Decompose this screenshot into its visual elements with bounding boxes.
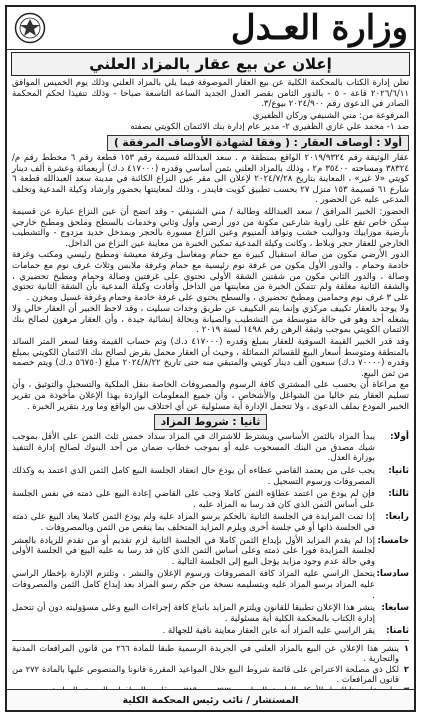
condition-item (12, 626, 409, 637)
condition-label: ثامنا: (386, 626, 409, 637)
condition-item (12, 432, 409, 464)
condition-label: خامسا: (377, 535, 409, 546)
condition-text: فإن لم يودع من اعتمد عطاؤه الثمن كاملا وجب على القاضي إعادة البيع على ذمته في نفس الجلسة على أساس الثمن الذي كان قد رسا به المزاد عليه . (12, 489, 375, 510)
signature-footer: المستشار / نائب رئيس المحكمة الكلية (7, 689, 414, 710)
defendant-line: ضد ١- محمد علي غازي الظفيري ٢- مدير عام إدارة بنك الائتمان الكويتي بصفته (130, 122, 409, 133)
condition-text: إذا تمت المزايدة في الجلسة الثانية بالحكم برسو المزاد عليه ولم يودع الثمن كاملا يعاد البيع على ذمته في الجلسة ذاتها أو في جلسة أخرى ويلزم المزايد المتخلف بما ينقص من الثمن وبالمصروفات . (12, 512, 375, 533)
section-heading-text: أولا : أوصاف العقار : ( وفقا لشهادة الأوصاف المرفقة ) (107, 135, 409, 151)
notice-banner: إعلان عن بيع عقار بالمزاد العلني (11, 52, 410, 76)
auction-notice (5, 5, 416, 712)
condition-label: ثانيا: (388, 466, 409, 476)
kuwait-emblem-icon (13, 11, 47, 45)
notice-body (7, 78, 414, 695)
note-item (12, 664, 409, 685)
note-text: ينشر هذا الإعلان عن البيع بالمزاد العلني في الجريدة الرسمية طبقا للمادة ٢٦٦ من قانون المرافعات المدنية والتجارية . (12, 642, 399, 664)
section-heading-text: ثانيا : شروط المزاد (154, 414, 268, 430)
description-paragraph: الحضور: الخبير المرافق / سعد العبدالله وطالبة / مني الشنيفي - وقد اتضح أن عين النزاع عبارة عن قسيمة سكن خاص تقع على زاوية شارعين مكونة من دور أرضي وأول وثاني وخدمات بالسطح وملحق ومطبخ خارجي بأرضية موزاييك ودواليب خشب ونوافذ ألمنيوم وعين النزاع مسورة بالحجر وبمدخل حديد مزدوج - والتشطيب الخارجي للعقار حجر وبلاط ، وكانت وكيلة المدعية تمكين الخبرة من معاينة عين النزاع من الداخل. (12, 206, 409, 249)
condition-item (12, 569, 409, 601)
note-text: لكل ذي مصلحة الاعتراض على قائمة شروط البيع خلال المواعيد المقررة قانونا والمنصوص عليها بالمادة ٢٧٢ من قانون المرافعات . (12, 663, 399, 685)
intro-paragraph: تعلن إدارة الكتاب بالمحكمة الكلية عن بيع العقار الموصوفة فيما يلي بالمزاد العلني وذلك يوم الخميس الموافق ٢٠٢٦/٦/١١ قاعة - ٥ - بالدور الثامن بقصر العدل الجديد الساعة التاسعة صباحا - وذلك تنفيذا لحكم المحكمة الصادر في الدعوى رقم ٢٠٢٤/٩٠٠ بيوع/٣. (12, 78, 409, 110)
note-number: ١ (403, 642, 409, 653)
condition-label: رابعا: (385, 512, 409, 523)
condition-label: ثالثا: (388, 489, 409, 500)
condition-label: سابعا: (381, 603, 409, 614)
section-auction-conditions-heading (12, 414, 409, 430)
description-paragraph: عقار الوثيقة رقم ٢٠١٩/٩٣٢٤ الواقع بمنطقة م . سعد العبدالله قسيمة رقم ١٥٣ قطعة رقم ٦ مخطط رقم م/ ٣٨٣٢٤ ومساحته ٣٥٤٠٠ م٢ ، وذلك بالمزاد العلني بثمن أساسي وقدره (٤١٧٠٠٠ د.ك) أربعمائة وعشرة ألف دينار كويتي «لا غير» ، المعاينة بتاريخ ٢٠٢٤/٧/٢٨ لإعلان الى مقر عين النزاع الكائنة في مدينة سعد العبدالله قطعة ٦ شارع ٦١ قسيمة ١٥٣ منزل ٢٧ بحسب تطبيق كويت فايندر ، وذلك لمعاينتها بحضور وارشاد وكيلة المدعية وتخلف المدعى عليه عن الحضور . (12, 152, 410, 206)
condition-item (12, 466, 409, 487)
legal-notes (12, 640, 409, 695)
condition-item (12, 512, 409, 533)
condition-label: أولا: (390, 432, 409, 443)
condition-item (12, 536, 409, 568)
section-property-description-heading (12, 135, 409, 151)
condition-text: يبدأ المزاد بالثمن الأساسي ويشترط للاشتراك في المزاد سداد خمس ثلث الثمن على الأقل بموجب شيك مصدق من البنك المسحوب عليه أو بموجب خطاب ضمان من أحد البنوك لصالح إدارة التنفيذ بوزارة العدل. (12, 432, 375, 464)
condition-item (12, 489, 409, 510)
ministry-title: وزارة العـدل (230, 8, 408, 48)
description-paragraph: وقد قدر الخبير القيمة السوقية للعقار بمبلغ وقدره (٤١٧٠٠٠ د.ك) وتم حساب القيمة وفقا لسعر المتر السائد بالمنطقة ومتوسط أسعار البيع للقسائم المماثلة ، وحيث أن العقار محمل بقرض لصالح بنك الائتمان الكويتي بمبلغ وقدره (٧٠٠٠٠ د.ك) سبعون ألف دينار كويتي والمتبقي منه حتى تاريخ ٢٠٢٤/٨/٢٢ مبلغ (٥٦٧٥٠ د.ك) ويتم خصمه من ثمن البيع. (12, 337, 410, 379)
note-item (12, 643, 409, 664)
description-paragraph: ولا يوجد بالعقار تكييف مركزي وإنما يتم التكييف عن طريق وحدات سبليت ، وقد لاحظ الخبير أن العقار خالي ولا يشغله أحد وهو في حالة متوسطة من التشطيب والصيانة وبحالة إنشائية جيدة ، وأن العقار مرهون لصالح بنك الائتمان الكويتي بموجب وثيقة الرهن رقم ١٤٩٨ لسنة ٢٠١٩ . (12, 304, 409, 336)
description-paragraph: مع مراعاة أن يحسب على المشتري كافة الرسوم والمصروفات الخاصة بنقل الملكية والتسجيل والتوثيق ، وأن تسليم العقار يتم خاليا من الشواغل والأشخاص ، وأن جميع المعلومات الواردة بهذا الإعلان مأخوذة من تقرير الخبير المودع بملف الدعوى ، ولا تتحمل الإدارة أية مسئولية عن أي اختلاف بين الواقع وما ورد بتقرير الخبرة . (12, 380, 409, 412)
condition-label: سادسا: (376, 569, 409, 580)
condition-text: يقر الراسي عليه المزاد أنه عاين العقار معاينة نافية للجهالة . (162, 626, 375, 637)
condition-text: يتحمل الراسي عليه المزاد كافة المصروفات ورسوم الإعلان والنشر ، وتلتزم الإدارة بإخطار الراسي عليه المزاد برسو المزاد عليه وبتسليمه نسخة من حكم رسو المزاد بعد إيداع كامل الثمن والمصروفات . (12, 569, 375, 601)
condition-item (12, 603, 409, 624)
note-number: ٢ (403, 663, 409, 674)
plaintiff-line: المرفوعة من: مني الشنيفي وركان الظفيري (252, 110, 409, 121)
condition-text: إذا لم يقدم المزايد الأول بإيداع الثمن كاملا في الجلسة الثانية لزم تقديم أو من تقدم للزيادة بالعشر لجلسة المزايدة فورا على ذمته وعلى أساس الثمن الذي كان قد رسا به عليه البيع في الجلسة الأولى وفي حالة عدم وجود مزايد يؤجل البيع إلى الجلسة التالية . (12, 535, 375, 567)
condition-text: يجب على من يعتمد القاضي عطاءه أن يودع حال انعقاد الجلسة البيع كامل الثمن الذي اعتمد به وكذلك المصروفات ورسوم التسجيل . (12, 466, 375, 487)
masthead (7, 7, 414, 50)
condition-text: ينشر هذا الإعلان تطبيقا للقانون ويلتزم المزايد باتباع كافة إجراءات البيع وعلى مسؤوليته دون أن تتحمل إدارة الكتاب بالمحكمة الكلية أية مسئولية . (12, 603, 375, 624)
description-paragraph: الدور الأرضي مكون من صالة استقبال كبيرة مع حمام ومغاسل وغرفة معيشة ومطبخ رئيسي ومكتب وغرفة خادمة وحمام ، والدور الأول مكون من غرفة نوم رئيسية مع حمام وغرفة ملابس وثلاث غرف نوم مع حمامات وصالة ، والدور الثاني مكون من شقتين الشقة الأولى تحتوي على غرفتين وصالة وحمام ومطبخ تحضيري ، والشقة الثانية مغلقة ولم تتمكن الخبرة من معاينتها من الداخل وأفادت وكيلة المدعية بأن الشقة الثانية تحتوي على ٣ غرف نوم وحمامين ومطبخ تحضيري ، والسطح يحتوي على غرفة خادمة وحمام وغرفة غسيل ومخزن . (12, 250, 409, 303)
